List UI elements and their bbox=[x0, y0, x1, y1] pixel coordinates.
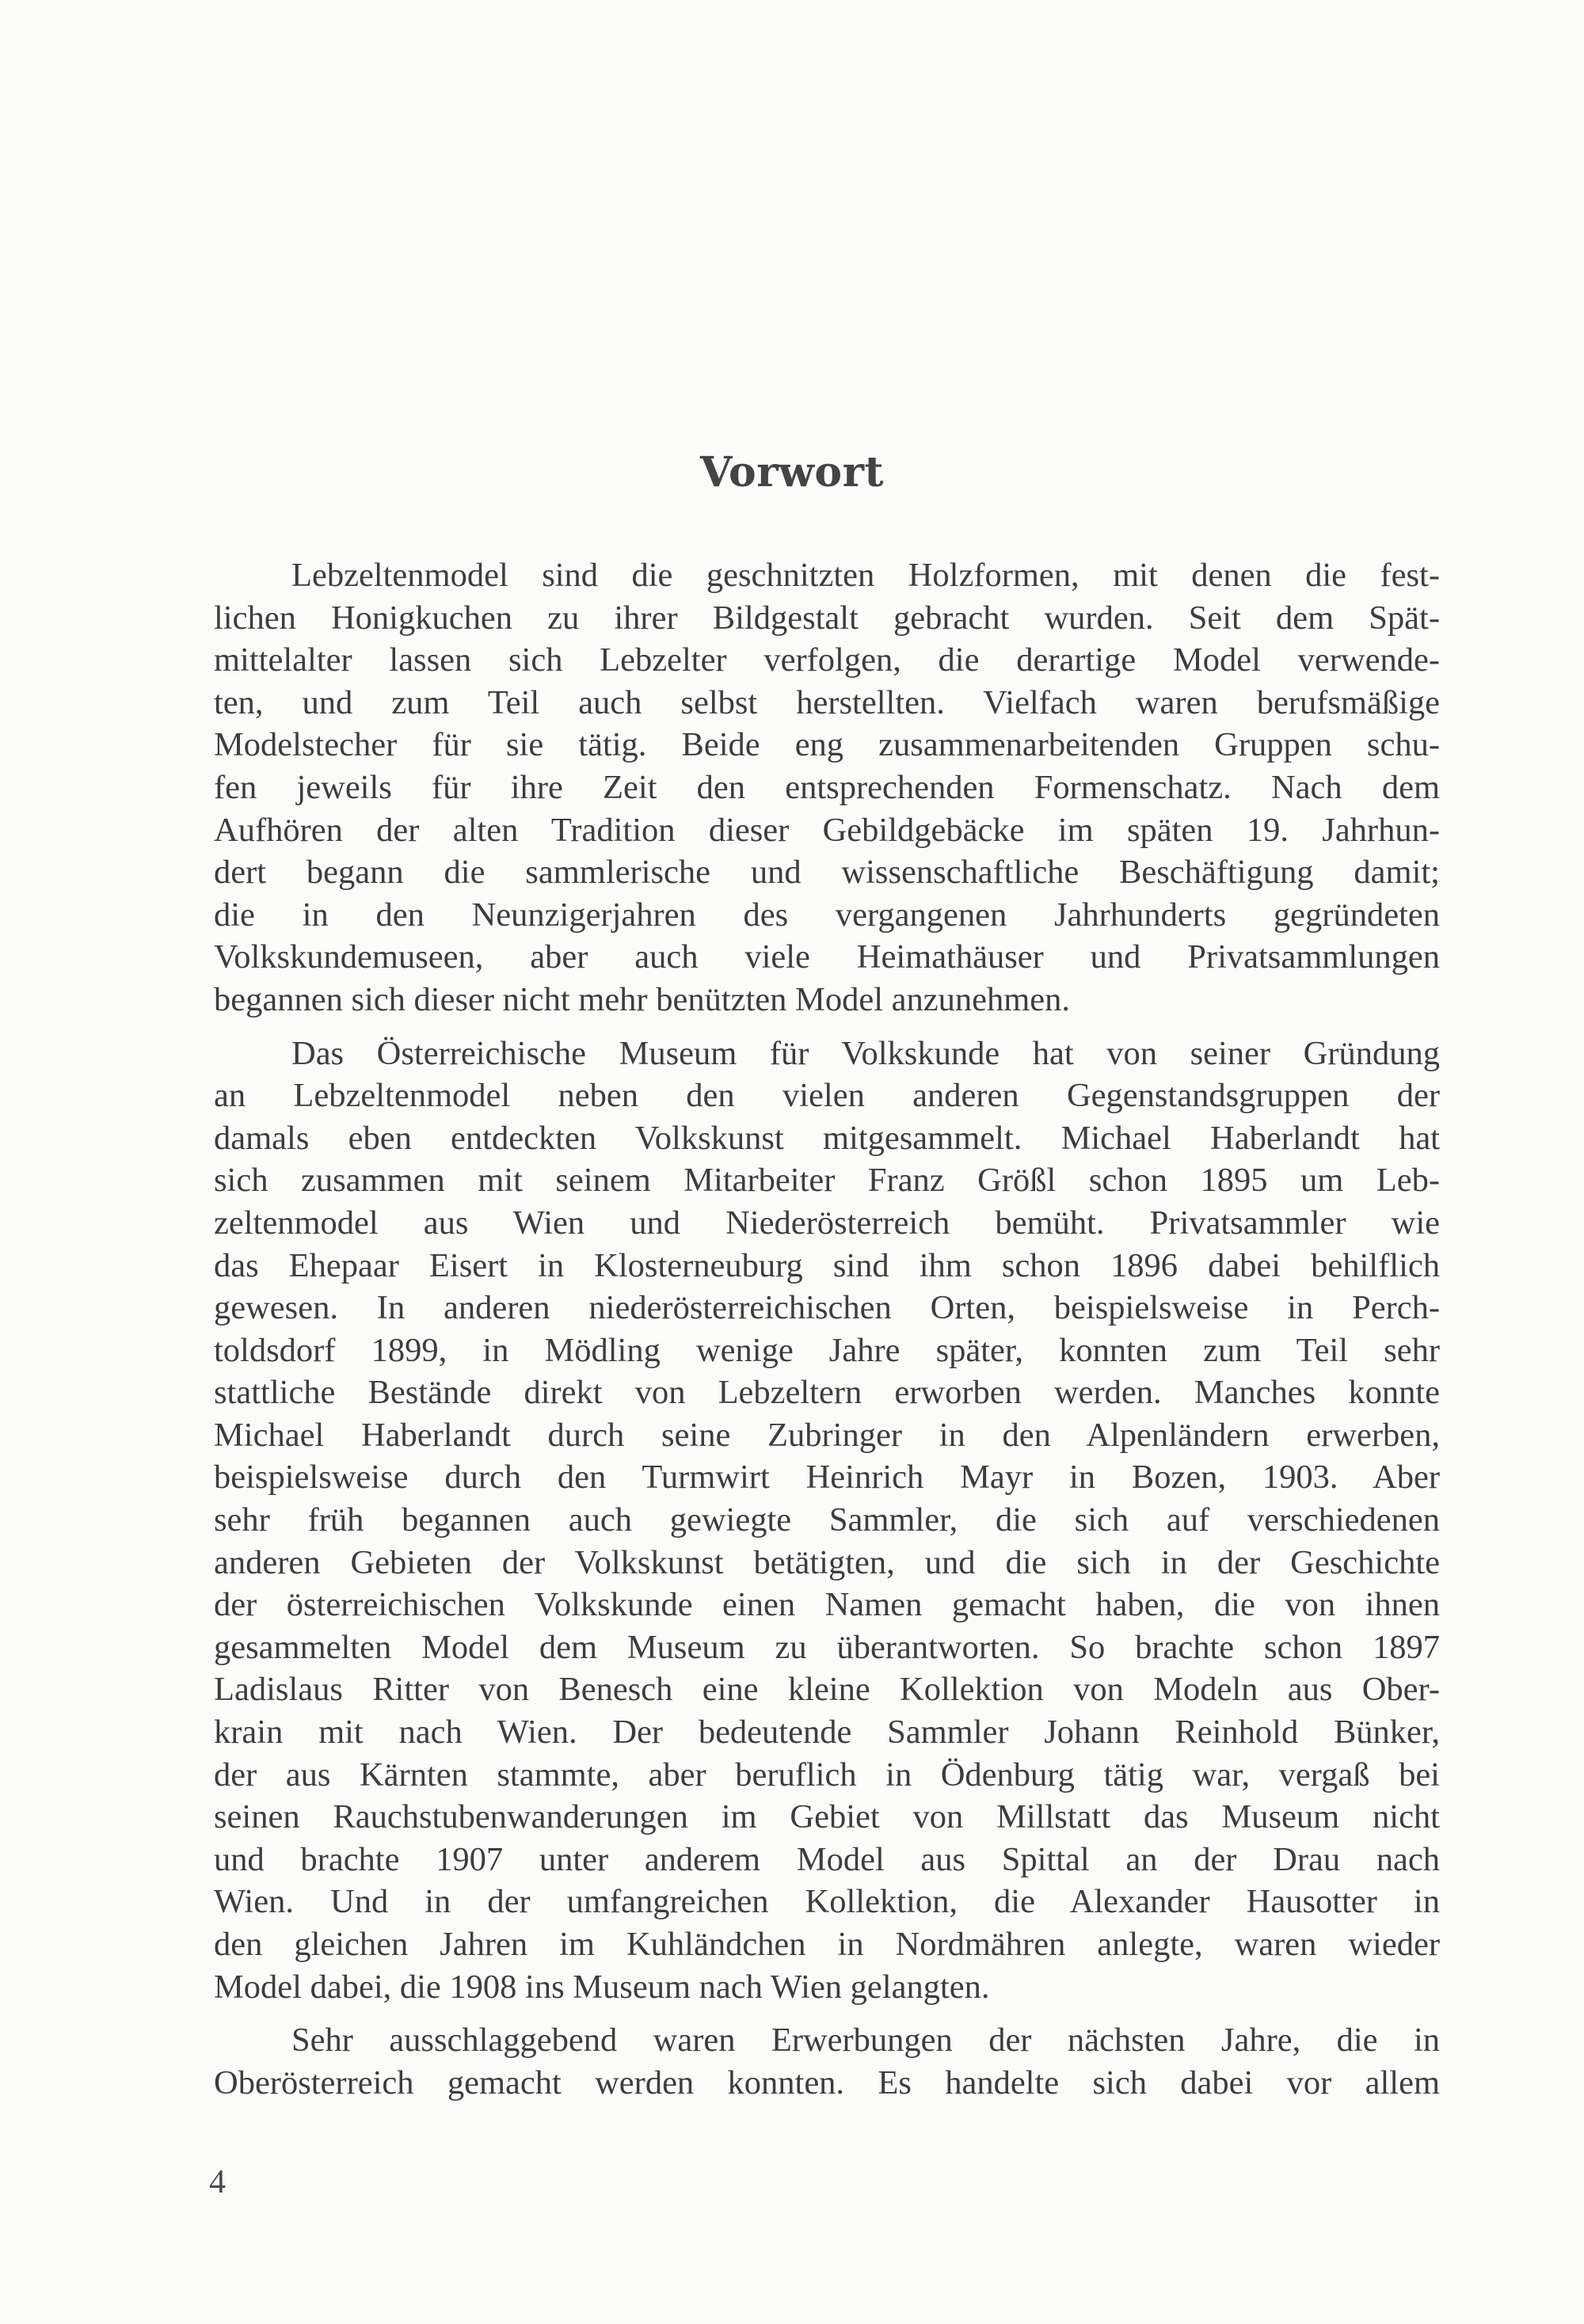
text-line: dert begann die sammlerische und wissenschaftliche Beschäftigung damit; bbox=[214, 854, 1440, 892]
text-line: Aufhören der alten Tradition dieser Gebildgebäcke im späten 19. Jahrhun- bbox=[214, 811, 1440, 849]
body-text bbox=[214, 554, 1440, 2115]
text-line: damals eben entdeckten Volkskunst mitgesammelt. Michael Haberlandt hat bbox=[214, 1119, 1440, 1157]
text-line: Das Österreichische Museum für Volkskunde hat von seiner Gründung bbox=[291, 1034, 1440, 1072]
text-line: Volkskundemuseen, aber auch viele Heimathäuser und Privatsammlungen bbox=[214, 938, 1440, 976]
text-line: Model dabei, die 1908 ins Museum nach Wien gelangten. bbox=[214, 1968, 990, 2006]
page-number: 4 bbox=[209, 2164, 226, 2200]
text-line: das Ehepaar Eisert in Klosterneuburg sind ihm schon 1896 dabei behilflich bbox=[214, 1246, 1440, 1284]
text-line: Michael Haberlandt durch seine Zubringer in den Alpenländern erwerben, bbox=[214, 1416, 1440, 1454]
text-line: Modelstecher für sie tätig. Beide eng zusammenarbeitenden Gruppen schu- bbox=[214, 726, 1440, 764]
text-line: toldsdorf 1899, in Mödling wenige Jahre später, konnten zum Teil sehr bbox=[214, 1331, 1440, 1369]
text-line: stattliche Bestände direkt von Lebzeltern erworben werden. Manches konnte bbox=[214, 1374, 1440, 1412]
text-line: und brachte 1907 unter anderem Model aus Spittal an der Drau nach bbox=[214, 1840, 1440, 1878]
text-line: beispielsweise durch den Turmwirt Heinrich Mayr in Bozen, 1903. Aber bbox=[214, 1459, 1440, 1497]
paragraph-2 bbox=[214, 1033, 1440, 2009]
text-line: anderen Gebieten der Volkskunst betätigten, und die sich in der Geschichte bbox=[214, 1543, 1440, 1581]
text-line: fen jeweils für ihre Zeit den entsprechenden Formenschatz. Nach dem bbox=[214, 768, 1440, 806]
text-line: gesammelten Model dem Museum zu überantworten. So brachte schon 1897 bbox=[214, 1628, 1440, 1666]
text-line: Wien. Und in der umfangreichen Kollektion, die Alexander Hausotter in bbox=[214, 1883, 1440, 1921]
paragraph-1 bbox=[214, 554, 1440, 1021]
text-line: gewesen. In anderen niederösterreichischen Orten, beispielsweise in Perch- bbox=[214, 1289, 1440, 1327]
text-line: an Lebzeltenmodel neben den vielen anderen Gegenstandsgruppen der bbox=[214, 1077, 1440, 1115]
text-line: Ladislaus Ritter von Benesch eine kleine Kollektion von Modeln aus Ober- bbox=[214, 1671, 1440, 1709]
text-line: ten, und zum Teil auch selbst herstellten. Vielfach waren berufsmäßige bbox=[214, 683, 1440, 721]
text-line: Oberösterreich gemacht werden konnten. Es handelte sich dabei vor allem bbox=[214, 2063, 1440, 2101]
text-line: Lebzeltenmodel sind die geschnitzten Holzformen, mit denen die fest- bbox=[291, 557, 1440, 594]
text-line: zeltenmodel aus Wien und Niederösterreich bemüht. Privatsammler wie bbox=[214, 1204, 1440, 1242]
text-line: lichen Honigkuchen zu ihrer Bildgestalt gebracht wurden. Seit dem Spät- bbox=[214, 599, 1440, 637]
text-line: Sehr ausschlaggebend waren Erwerbungen der nächsten Jahre, die in bbox=[291, 2022, 1440, 2060]
text-line: begannen sich dieser nicht mehr benützten Model anzunehmen. bbox=[214, 980, 1071, 1018]
paragraph-3 bbox=[214, 2019, 1440, 2104]
text-line: sich zusammen mit seinem Mitarbeiter Franz Größl schon 1895 um Leb- bbox=[214, 1162, 1440, 1200]
text-line: seinen Rauchstubenwanderungen im Gebiet von Millstatt das Museum nicht bbox=[214, 1798, 1440, 1836]
page-title: Vorwort bbox=[699, 448, 884, 496]
text-line: der aus Kärnten stammte, aber beruflich in Ödenburg tätig war, vergaß bei bbox=[214, 1755, 1440, 1793]
text-line: der österreichischen Volkskunde einen Namen gemacht haben, die von ihnen bbox=[214, 1586, 1440, 1624]
text-line: sehr früh begannen auch gewiegte Sammler, die sich auf verschiedenen bbox=[214, 1501, 1440, 1539]
text-line: den gleichen Jahren im Kuhländchen in Nordmähren anlegte, waren wieder bbox=[214, 1926, 1440, 1963]
text-line: die in den Neunzigerjahren des vergangenen Jahrhunderts gegründeten bbox=[214, 896, 1440, 934]
text-line: mittelalter lassen sich Lebzelter verfolgen, die derartige Model verwende- bbox=[214, 641, 1440, 679]
text-line: krain mit nach Wien. Der bedeutende Sammler Johann Reinhold Bünker, bbox=[214, 1714, 1440, 1752]
